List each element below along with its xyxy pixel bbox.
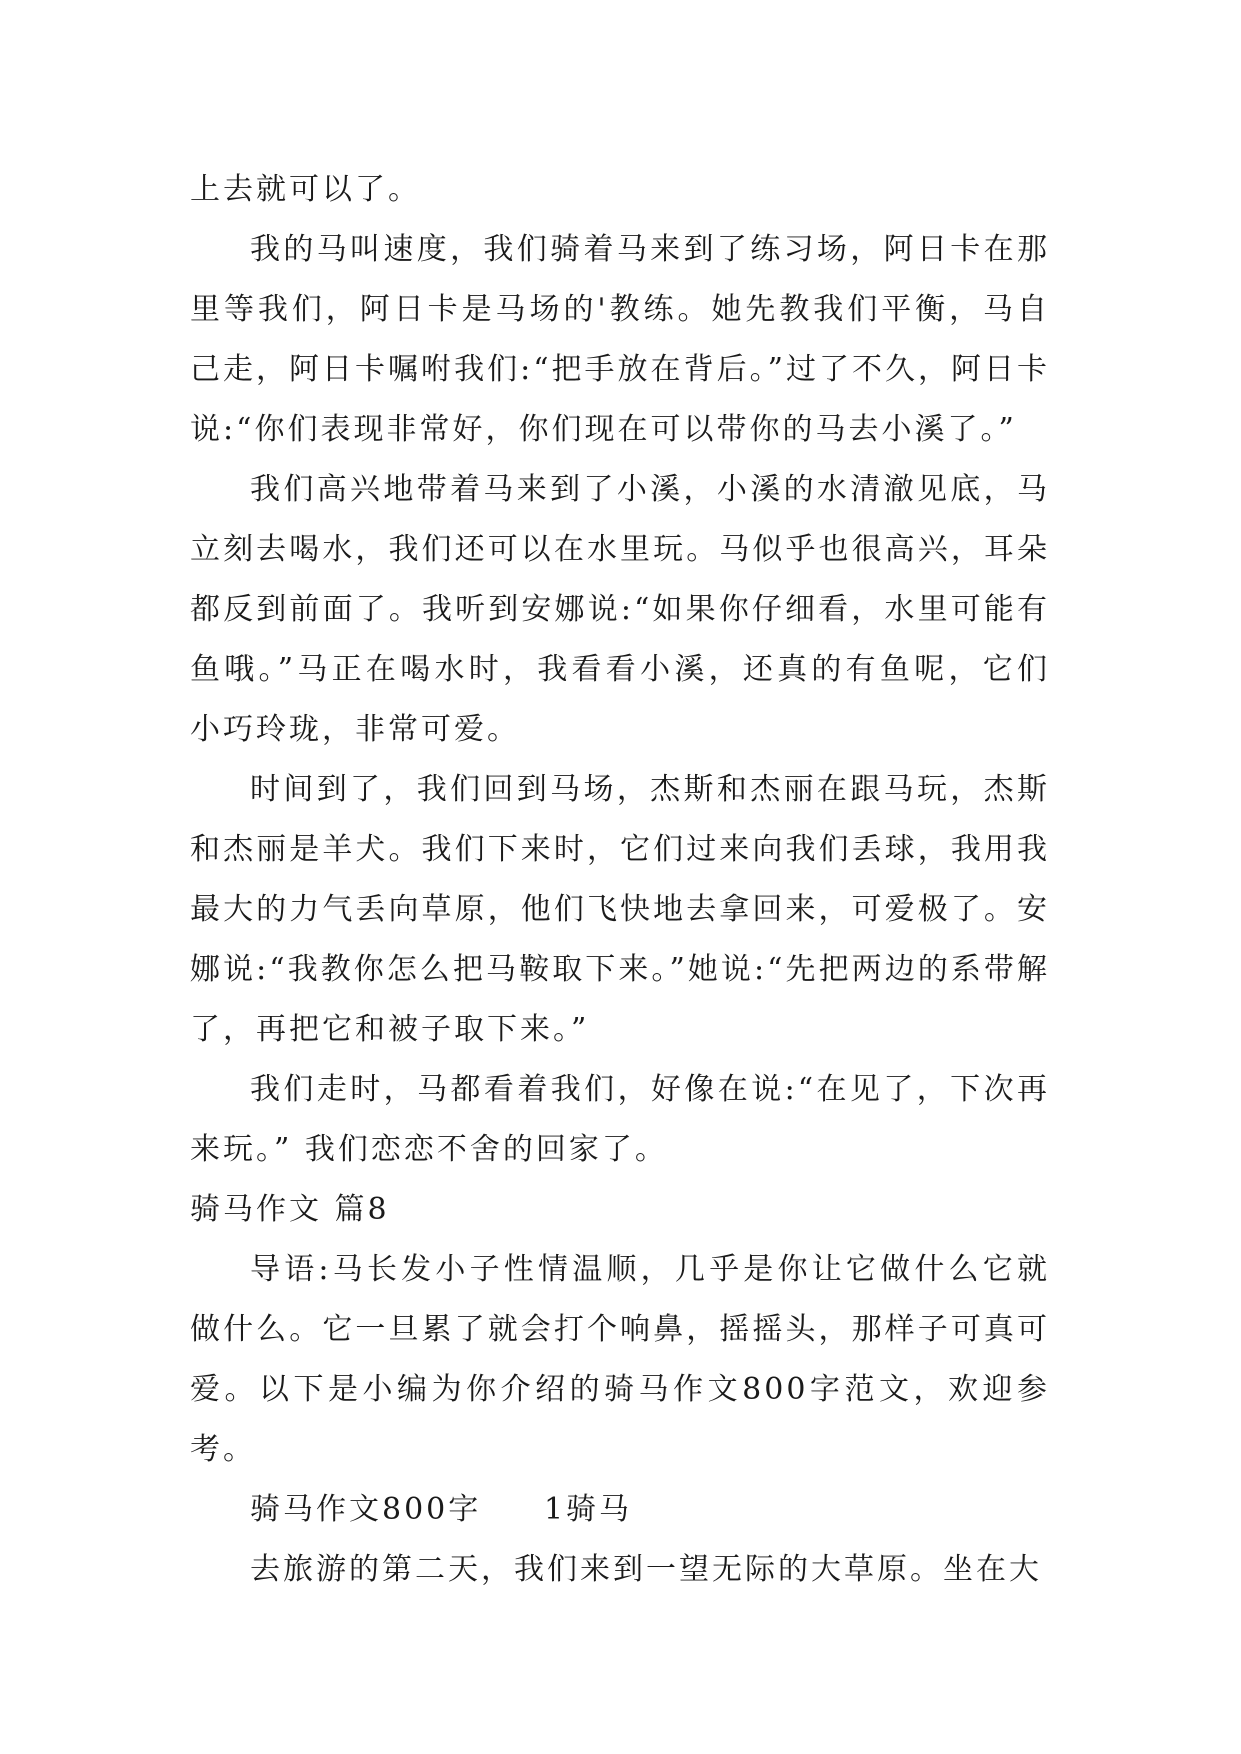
paragraph-sheepdogs: 时间到了，我们回到马场，杰斯和杰丽在跟马玩，杰斯和杰丽是羊犬。我们下来时，它们过来向我们丢球，我用我最大的力气丢向草原，他们飞快地去拿回来，可爱极了。安娜说:“我教你怎么把马鞍取下来。”她说:“先把两边的系带解了，再把它和被子取下来。”: [190, 772, 1050, 1047]
paragraph-practice-field: 我的马叫速度，我们骑着马来到了练习场，阿日卡在那里等我们，阿日卡是马场的'教练。她先教我们平衡，马自己走，阿日卡嘱咐我们:“把手放在背后。”过了不久，阿日卡说:“你们表现非常好，你们现在可以带你的马去小溪了。”: [190, 232, 1050, 447]
paragraph-continuation: 上去就可以了。: [190, 172, 421, 207]
section-heading: 骑马作文 篇8: [190, 1192, 390, 1227]
paragraph-grassland: 去旅游的第二天，我们来到一望无际的大草原。坐在大: [250, 1552, 1042, 1587]
essay-subtitle: 骑马作文800字 1骑马: [250, 1492, 633, 1527]
intro-paragraph: 导语:马长发小子性情温顺，几乎是你让它做什么它就做什么。它一旦累了就会打个响鼻，摇摇头，那样子可真可爱。以下是小编为你介绍的骑马作文800字范文，欢迎参考。: [190, 1252, 1050, 1467]
paragraph-stream: 我们高兴地带着马来到了小溪，小溪的水清澈见底，马立刻去喝水，我们还可以在水里玩。马似乎也很高兴，耳朵都反到前面了。我听到安娜说:“如果你仔细看，水里可能有鱼哦。”马正在喝水时，我看看小溪，还真的有鱼呢，它们小巧玲珑，非常可爱。: [190, 472, 1050, 747]
paragraph-goodbye: 我们走时，马都看着我们，好像在说:“在见了，下次再来玩。” 我们恋恋不舍的回家了。: [190, 1072, 1050, 1167]
document-body: [190, 160, 1050, 1600]
